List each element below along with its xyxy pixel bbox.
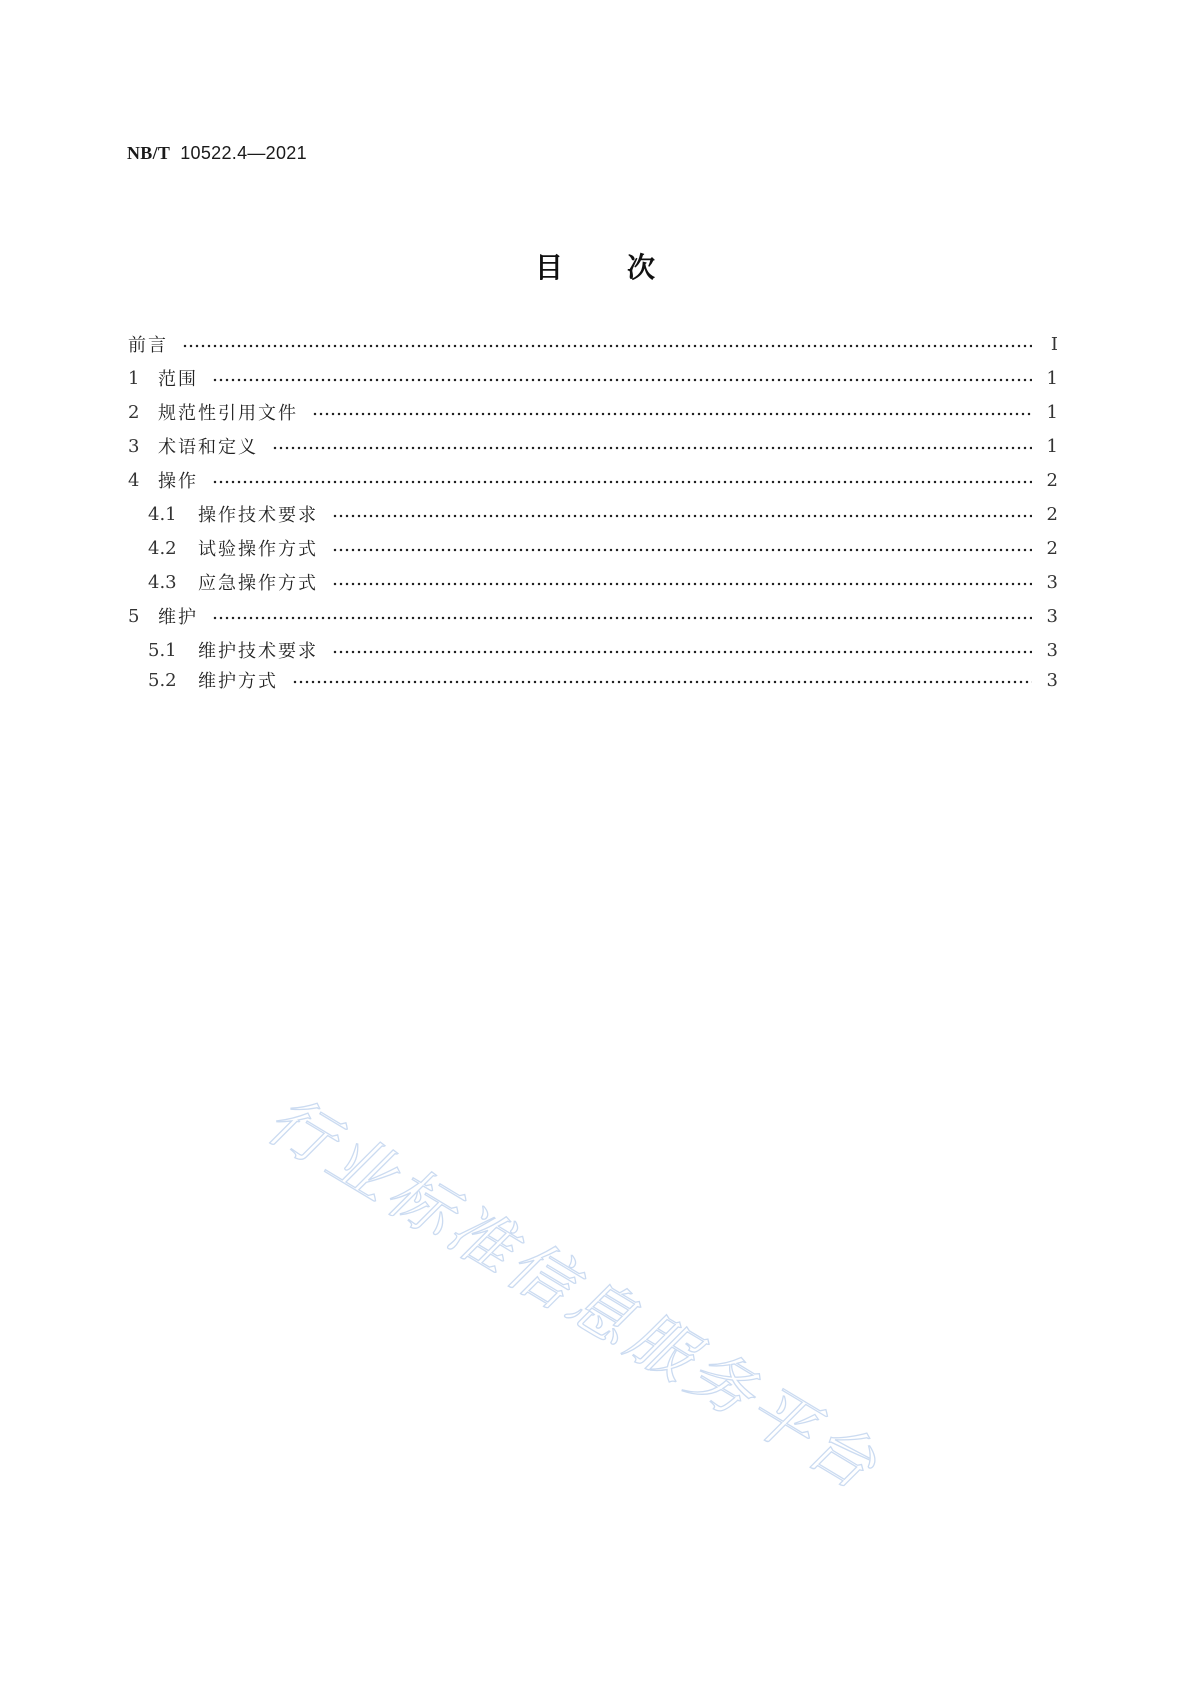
toc-entry-number: 5.1 xyxy=(148,639,177,661)
toc-entry-label: 试验操作方式 xyxy=(198,539,318,560)
toc-entry-label: 术语和定义 xyxy=(158,437,258,458)
toc-leader-dots xyxy=(182,344,1032,348)
toc-entry-page: 1 xyxy=(1046,435,1058,457)
toc-entry-4-2[interactable] xyxy=(128,536,1058,560)
toc-leader-dots xyxy=(292,680,1032,684)
toc-entry-label: 维护 xyxy=(158,607,198,628)
toc-entry-page: 3 xyxy=(1046,571,1058,593)
toc-entry-4-1[interactable] xyxy=(128,502,1058,526)
toc-entry-5[interactable] xyxy=(128,604,1058,628)
toc-entry-foreword[interactable] xyxy=(128,332,1058,356)
toc-entry-label: 操作技术要求 xyxy=(198,505,318,526)
toc-leader-dots xyxy=(312,412,1032,416)
toc-entry-page: 3 xyxy=(1046,605,1058,627)
toc-entry-page: Ⅰ xyxy=(1050,333,1058,355)
toc-entry-number: 4.3 xyxy=(148,571,177,593)
toc-entry-label: 操作 xyxy=(158,471,198,492)
standard-code xyxy=(127,143,307,164)
toc-leader-dots xyxy=(332,582,1032,586)
toc-entry-number: 3 xyxy=(128,435,140,457)
toc-entry-number: 4 xyxy=(128,469,140,491)
toc-entry-page: 3 xyxy=(1046,639,1058,661)
toc-entry-1[interactable] xyxy=(128,366,1058,390)
toc-entry-number: 4.2 xyxy=(148,537,177,559)
toc-entry-3[interactable] xyxy=(128,434,1058,458)
toc-entry-4-3[interactable] xyxy=(128,570,1058,594)
watermark: 行业标准信息服务平台 xyxy=(254,1082,893,1507)
standard-number: 10522.4—2021 xyxy=(180,143,307,163)
toc-leader-dots xyxy=(212,616,1032,620)
toc-entry-page: 3 xyxy=(1046,669,1058,691)
toc-leader-dots xyxy=(212,480,1032,484)
toc-leader-dots xyxy=(332,548,1032,552)
toc-entry-5-2[interactable] xyxy=(128,668,1058,692)
toc-entry-label: 范围 xyxy=(158,369,198,390)
toc-entry-label: 前言 xyxy=(128,335,168,356)
toc-leader-dots xyxy=(332,514,1032,518)
toc-entry-label: 应急操作方式 xyxy=(198,573,318,594)
toc-entry-page: 2 xyxy=(1046,537,1058,559)
toc-entry-label: 维护技术要求 xyxy=(198,641,318,662)
toc-entry-number: 4.1 xyxy=(148,503,177,525)
toc-entry-page: 2 xyxy=(1046,469,1058,491)
toc-leader-dots xyxy=(212,378,1032,382)
toc-entry-number: 5 xyxy=(128,605,140,627)
toc-entry-page: 1 xyxy=(1046,367,1058,389)
toc-entry-label: 维护方式 xyxy=(198,671,278,692)
standard-prefix: NB/T xyxy=(127,143,171,163)
toc-entry-number: 5.2 xyxy=(148,669,177,691)
toc-entry-4[interactable] xyxy=(128,468,1058,492)
toc-entry-label: 规范性引用文件 xyxy=(158,403,298,424)
toc-entry-page: 1 xyxy=(1046,401,1058,423)
toc-entry-number: 1 xyxy=(128,367,140,389)
page-title: 目次 xyxy=(534,251,719,284)
toc-entry-number: 2 xyxy=(128,401,140,423)
toc-entry-5-1[interactable] xyxy=(128,638,1058,662)
toc-leader-dots xyxy=(332,650,1032,654)
toc-entry-page: 2 xyxy=(1046,503,1058,525)
toc-leader-dots xyxy=(272,446,1032,450)
toc-entry-2[interactable] xyxy=(128,400,1058,424)
